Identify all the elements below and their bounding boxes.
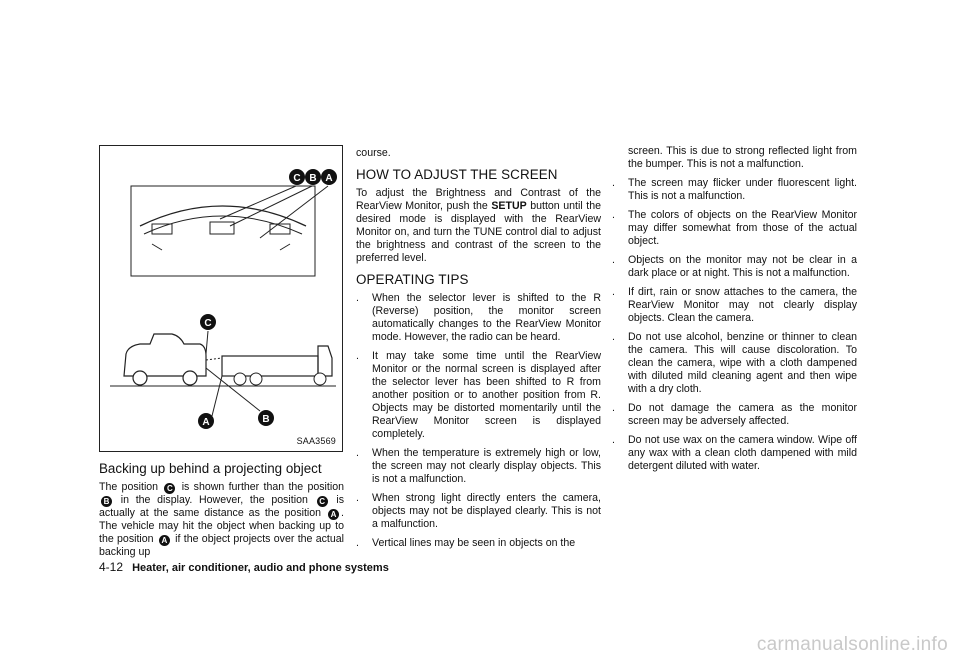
text-t1: The position bbox=[99, 481, 159, 493]
bumper-curve-inner bbox=[144, 216, 302, 234]
monitor-screen-frame bbox=[131, 186, 315, 276]
car-wheel-rear bbox=[183, 371, 197, 385]
marker-a-icon: A bbox=[328, 509, 339, 520]
text-t6: if the object projects over the actual backing up bbox=[99, 533, 344, 558]
watermark: carmanualsonline.info bbox=[756, 634, 948, 655]
bullet-icon: . bbox=[356, 492, 359, 504]
guide-left bbox=[152, 244, 162, 250]
bullet-icon: . bbox=[612, 331, 615, 343]
bullet-icon: . bbox=[612, 286, 615, 298]
list-item-text: The colors of objects on the RearView Monitor may differ somewhat from those of the actual object. bbox=[628, 209, 857, 247]
adjust-text-b: button until the desired mode is displayed with the RearView Monitor on, and turn the TUNE control dial to adjust the brightness and contrast of the screen to the preferred level. bbox=[356, 200, 601, 264]
list-item-text: Do not use wax on the camera window. Wipe off any wax with a clean cloth dampened with mild detergent diluted with water. bbox=[628, 434, 857, 472]
continuation-text: screen. This is due to strong reflected light from the bumper. This is not a malfunction. bbox=[628, 145, 857, 170]
list-item bbox=[612, 254, 857, 280]
list-item bbox=[612, 286, 857, 325]
list-item bbox=[356, 537, 601, 550]
car-wheel-front bbox=[133, 371, 147, 385]
bullet-icon: . bbox=[612, 254, 615, 266]
bullet-icon: . bbox=[612, 209, 615, 221]
list-item-text: When the temperature is extremely high or low, the screen may not clearly display objects. This is not a malfunction. bbox=[372, 447, 601, 485]
leader-b-top bbox=[230, 186, 312, 226]
section-title-backing-up: Backing up behind a projecting object bbox=[99, 461, 322, 476]
camera-ray bbox=[206, 358, 222, 360]
rearview-illustration bbox=[99, 145, 343, 452]
marker-c-icon: C bbox=[317, 496, 328, 507]
marker-b-icon: B bbox=[101, 496, 112, 507]
marker-a-icon: A bbox=[159, 535, 170, 546]
list-item bbox=[612, 331, 857, 396]
bullet-icon: . bbox=[356, 447, 359, 459]
label-a-bottom-text: A bbox=[202, 417, 210, 428]
list-item-text: Objects on the monitor may not be clear in a dark place or at night. This is not a malfunction. bbox=[628, 254, 857, 279]
bullet-icon: . bbox=[612, 177, 615, 189]
text-t4: is actually at the same distance as the position bbox=[99, 494, 344, 519]
label-b-bottom-text: B bbox=[262, 414, 270, 425]
heading-operating-tips: OPERATING TIPS bbox=[356, 272, 469, 287]
footer-section-title: Heater, air conditioner, audio and phone systems bbox=[132, 562, 389, 574]
setup-button-label: SETUP bbox=[491, 200, 527, 212]
list-item bbox=[356, 447, 601, 486]
bullet-icon: . bbox=[356, 537, 359, 549]
page-footer bbox=[99, 560, 389, 574]
bullet-icon: . bbox=[356, 350, 359, 362]
list-item bbox=[612, 209, 857, 248]
column-right bbox=[612, 145, 857, 479]
leader-a-bottom bbox=[212, 376, 222, 416]
tips-list-continued bbox=[612, 177, 857, 473]
label-c-top-text: C bbox=[293, 173, 301, 184]
truck-cab bbox=[318, 346, 332, 376]
list-item-text: It may take some time until the RearView Monitor or the normal screen is displayed after the selector lever has been shifted to R from another position or to another position from R. Objects may be distorted momentarily until the RearView Monitor screen is displayed completely. bbox=[372, 350, 601, 440]
list-item bbox=[612, 402, 857, 428]
operating-tips-list bbox=[356, 292, 601, 550]
bullet-icon: . bbox=[612, 434, 615, 446]
leader-c-top bbox=[220, 186, 296, 219]
list-item bbox=[356, 350, 601, 441]
continuation-text: course. bbox=[356, 147, 391, 159]
list-item-text: When strong light directly enters the camera, objects may not be displayed clearly. This is not a malfunction. bbox=[372, 492, 601, 530]
list-item-text: When the selector lever is shifted to the R (Reverse) position, the monitor screen automatically changes to the RearView Monitor mode. However, the radio can be heard. bbox=[372, 292, 601, 343]
truck-wheel-1 bbox=[234, 373, 246, 385]
adjust-screen-paragraph bbox=[356, 187, 601, 265]
bullet-icon: . bbox=[612, 402, 615, 414]
bullet-icon: . bbox=[356, 292, 359, 304]
truck-bed bbox=[222, 356, 318, 376]
car-body bbox=[124, 334, 206, 376]
guide-right bbox=[280, 244, 290, 250]
column-left bbox=[99, 145, 344, 565]
list-item-text: Vertical lines may be seen in objects on the bbox=[372, 537, 576, 549]
list-item bbox=[356, 492, 601, 531]
leader-c-bottom bbox=[206, 331, 208, 354]
marker-c-icon: C bbox=[164, 483, 175, 494]
label-c-bottom-text: C bbox=[204, 318, 212, 329]
list-item bbox=[612, 434, 857, 473]
list-item bbox=[612, 177, 857, 203]
label-a-top-text: A bbox=[325, 173, 333, 184]
list-item bbox=[356, 292, 601, 344]
figure-code: SAA3569 bbox=[296, 436, 336, 446]
truck-wheel-2 bbox=[250, 373, 262, 385]
backing-up-paragraph bbox=[99, 481, 344, 559]
column-middle bbox=[356, 147, 601, 556]
heading-adjust-screen: HOW TO ADJUST THE SCREEN bbox=[356, 167, 558, 182]
object-center bbox=[210, 222, 234, 234]
truck-wheel-3 bbox=[314, 373, 326, 385]
list-item-text: Do not use alcohol, benzine or thinner to clean the camera. This will cause discoloration. To clean the camera, wipe with a cloth dampened with diluted mild cleaning agent and then wipe with a dry cloth. bbox=[628, 331, 857, 395]
text-t2: is shown further than the position bbox=[181, 481, 344, 493]
list-item-text: If dirt, rain or snow attaches to the camera, the RearView Monitor may not clearly display objects. Clean the camera. bbox=[628, 286, 857, 324]
illustration-drawing bbox=[100, 146, 344, 453]
list-item-text: Do not damage the camera as the monitor screen may be adversely affected. bbox=[628, 402, 857, 427]
label-b-top-text: B bbox=[309, 173, 317, 184]
text-t3: in the display. However, the position bbox=[120, 494, 308, 506]
text-t5: . The vehicle may hit the object when backing up to the position bbox=[99, 507, 344, 545]
page-number: 4-12 bbox=[99, 560, 124, 574]
list-item-text: The screen may flicker under fluorescent light. This is not a malfunction. bbox=[628, 177, 857, 202]
adjust-text-a: To adjust the Brightness and Contrast of the RearView Monitor, push the bbox=[356, 187, 601, 212]
